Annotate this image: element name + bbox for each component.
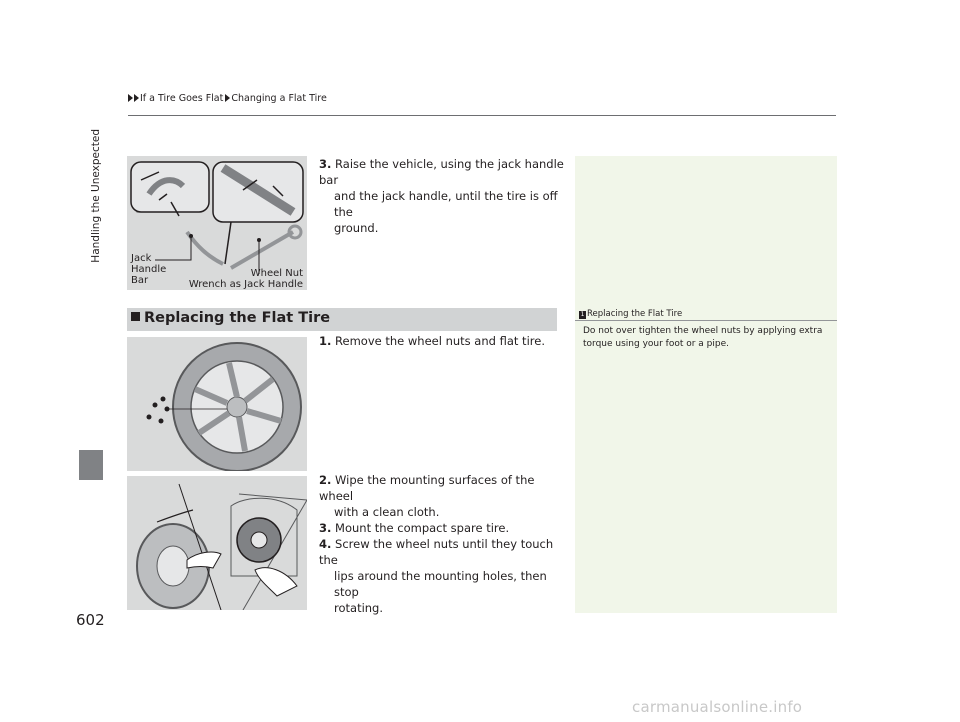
section-title <box>131 310 330 326</box>
spare-tire-mounting-figure <box>127 476 307 610</box>
callout-wheel-nut: Wheel Nut <box>250 268 303 279</box>
step-number: 1. <box>319 334 332 348</box>
chapter-tab <box>79 450 103 480</box>
chapter-side-label-text: Handling the Unexpected <box>90 129 102 263</box>
step-remove-wheel-nuts <box>319 333 564 349</box>
step-number: 4. <box>319 537 332 551</box>
header-divider <box>128 115 836 116</box>
step-mount-spare <box>319 520 564 536</box>
step-text: Mount the compact spare tire. <box>335 521 510 535</box>
chapter-side-label <box>89 130 103 460</box>
step-text: lips around the mounting holes, then stop <box>334 569 547 599</box>
step-number: 3. <box>319 157 332 171</box>
callout-line: Jack <box>131 253 152 264</box>
breadcrumb-arrow-icon <box>128 94 133 102</box>
breadcrumb-arrow-icon <box>134 94 139 102</box>
step-text: and the jack handle, until the tire is off the <box>334 189 558 219</box>
step-list-mounting <box>319 472 564 616</box>
watermark[interactable]: carmanualsonline.info <box>632 698 803 716</box>
note-panel <box>575 156 837 613</box>
callout-line: Bar <box>131 275 149 286</box>
step-text: with a clean cloth. <box>334 505 440 519</box>
step-number: 2. <box>319 473 332 487</box>
step-wipe-surfaces <box>319 472 564 520</box>
note-title-text: Replacing the Flat Tire <box>587 309 683 319</box>
page-number: 602 <box>76 611 105 629</box>
note-divider <box>575 320 837 321</box>
section-title-text: Replacing the Flat Tire <box>144 310 331 326</box>
step-screw-nuts <box>319 536 564 616</box>
step-text: Remove the wheel nuts and flat tire. <box>335 334 545 348</box>
callout-wrench: Wrench as Jack Handle <box>188 279 303 290</box>
callout-jack-handle-bar <box>131 253 166 286</box>
note-text <box>583 325 833 351</box>
note-number-icon: 1 <box>580 311 585 318</box>
step-text: ground. <box>334 221 379 235</box>
breadcrumb-item[interactable]: Changing a Flat Tire <box>231 93 327 104</box>
breadcrumb-item[interactable]: If a Tire Goes Flat <box>140 93 224 104</box>
wheel-removal-figure <box>127 337 307 471</box>
step-text: Screw the wheel nuts until they touch the <box>319 537 554 567</box>
section-square-icon <box>131 312 140 321</box>
wheel-illustration <box>127 337 307 471</box>
breadcrumb <box>128 93 327 104</box>
step-number: 3. <box>319 521 332 535</box>
step-text: rotating. <box>334 601 384 615</box>
step-text: Raise the vehicle, using the jack handle bar <box>319 157 564 187</box>
note-line: Do not over tighten the wheel nuts by applying extra <box>583 326 823 336</box>
step-text: Wipe the mounting surfaces of the wheel <box>319 473 535 503</box>
note-title <box>579 309 682 319</box>
jack-handle-figure <box>127 156 307 290</box>
note-line: torque using your foot or a pipe. <box>583 339 729 349</box>
mounting-illustration <box>127 476 307 610</box>
step-raise-vehicle <box>319 156 564 236</box>
breadcrumb-arrow-icon <box>225 94 230 102</box>
callout-line: Handle <box>131 264 167 275</box>
